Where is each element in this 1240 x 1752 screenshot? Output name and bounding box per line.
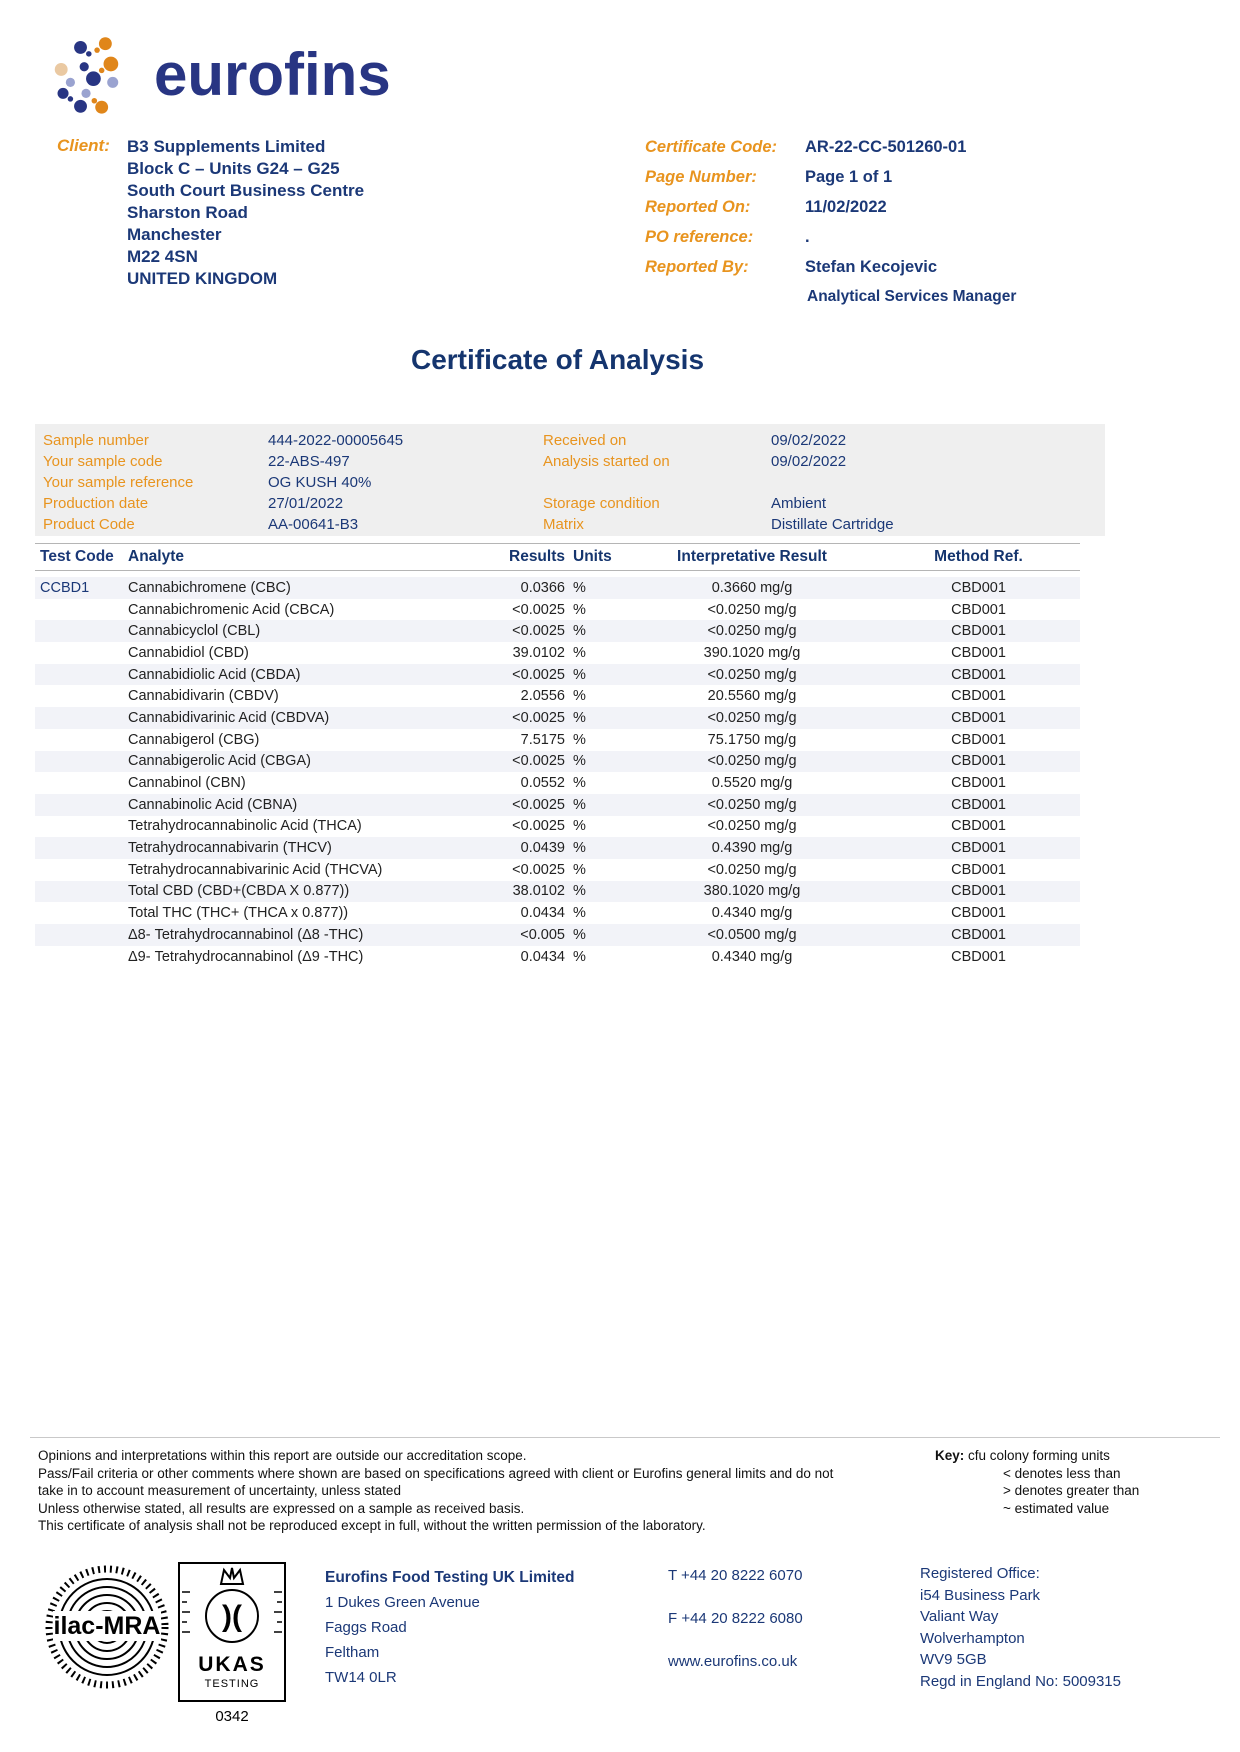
registered-office-line: Wolverhampton bbox=[920, 1629, 1025, 1647]
cell-result: 39.0102 bbox=[512, 644, 565, 661]
company-address-line: Feltham bbox=[325, 1644, 380, 1661]
cell-unit: % bbox=[573, 731, 586, 748]
cell-analyte: Total THC (THC+ (THCA x 0.877)) bbox=[128, 905, 349, 922]
company-address-line: TW14 0LR bbox=[325, 1669, 397, 1686]
cell-unit: % bbox=[573, 948, 586, 965]
cell-unit: % bbox=[573, 601, 586, 618]
table-row bbox=[35, 772, 1080, 794]
cell-analyte: Cannabigerolic Acid (CBGA) bbox=[128, 753, 311, 770]
cell-method-ref: CBD001 bbox=[951, 731, 1006, 748]
cell-analyte: Δ8- Tetrahydrocannabinol (Δ8 -THC) bbox=[128, 926, 364, 943]
cell-result: 0.0439 bbox=[520, 840, 565, 857]
meta-row bbox=[645, 138, 1115, 157]
sample-field-label: Sample number bbox=[43, 432, 149, 449]
meta-value: . bbox=[805, 228, 810, 246]
cell-result: 7.5175 bbox=[520, 731, 565, 748]
meta-value: 11/02/2022 bbox=[805, 198, 887, 216]
meta-value: AR-22-CC-501260-01 bbox=[805, 138, 967, 156]
ukas-logo bbox=[178, 1562, 286, 1702]
certificate-meta bbox=[645, 138, 1115, 306]
cell-unit: % bbox=[573, 579, 586, 596]
cell-result: <0.0025 bbox=[512, 753, 565, 770]
client-address-line: UNITED KINGDOM bbox=[127, 269, 278, 288]
key-intro-text: cfu colony forming units bbox=[968, 1448, 1110, 1463]
cell-interpretative-result: 380.1020 mg/g bbox=[703, 883, 801, 900]
contact-line: T +44 20 8222 6070 bbox=[668, 1567, 803, 1584]
company-address-line: Faggs Road bbox=[325, 1619, 407, 1636]
table-row bbox=[35, 599, 1080, 621]
contact-line: www.eurofins.co.uk bbox=[668, 1653, 798, 1670]
sample-field-value: 09/02/2022 bbox=[771, 432, 847, 449]
cell-method-ref: CBD001 bbox=[951, 818, 1006, 835]
registered-office-line: Registered Office: bbox=[920, 1565, 1040, 1582]
cell-method-ref: CBD001 bbox=[951, 709, 1006, 726]
sample-field-value: 09/02/2022 bbox=[771, 453, 847, 470]
meta-label: Page Number: bbox=[645, 168, 757, 186]
cell-analyte: Cannabidivarin (CBDV) bbox=[128, 688, 279, 705]
cell-analyte: Tetrahydrocannabinolic Acid (THCA) bbox=[128, 818, 362, 835]
cell-interpretative-result: 0.4390 mg/g bbox=[711, 840, 793, 857]
meta-label: Reported By: bbox=[645, 258, 749, 276]
meta-label: PO reference: bbox=[645, 228, 754, 246]
cell-interpretative-result: 75.1750 mg/g bbox=[707, 731, 797, 748]
ukas-crown-circle-icon bbox=[180, 1564, 284, 1652]
cell-result: 0.0434 bbox=[520, 905, 565, 922]
header-method-ref: Method Ref. bbox=[934, 548, 1023, 565]
sample-field-value: 444-2022-00005645 bbox=[268, 432, 404, 449]
table-row bbox=[35, 751, 1080, 773]
sample-field-label: Your sample reference bbox=[43, 474, 194, 491]
cell-interpretative-result: <0.0250 mg/g bbox=[707, 709, 797, 726]
registered-office-line: WV9 5GB bbox=[920, 1651, 987, 1668]
cell-result: <0.005 bbox=[520, 926, 565, 943]
ukas-testing-label: TESTING bbox=[204, 1678, 260, 1690]
cell-method-ref: CBD001 bbox=[951, 666, 1006, 683]
table-row bbox=[35, 946, 1080, 968]
cell-method-ref: CBD001 bbox=[951, 905, 1006, 922]
table-row bbox=[35, 881, 1080, 903]
svg-text:ilac-MRA: ilac-MRA bbox=[53, 1612, 161, 1640]
cell-result: 0.0552 bbox=[520, 775, 565, 792]
cell-result: 2.0556 bbox=[520, 688, 565, 705]
sample-field-label: Matrix bbox=[543, 516, 584, 533]
table-row bbox=[35, 859, 1080, 881]
sample-field-value: 22-ABS-497 bbox=[268, 453, 350, 470]
meta-label: Reported On: bbox=[645, 198, 751, 216]
cell-analyte: Tetrahydrocannabivarinic Acid (THCVA) bbox=[128, 861, 383, 878]
cell-method-ref: CBD001 bbox=[951, 623, 1006, 640]
cell-method-ref: CBD001 bbox=[951, 579, 1006, 596]
cell-analyte: Cannabichromene (CBC) bbox=[128, 579, 291, 596]
header-interpretative-result: Interpretative Result bbox=[677, 548, 827, 565]
cell-analyte: Δ9- Tetrahydrocannabinol (Δ9 -THC) bbox=[128, 948, 364, 965]
sample-field-label: Product Code bbox=[43, 516, 135, 533]
cell-result: <0.0025 bbox=[512, 818, 565, 835]
cell-method-ref: CBD001 bbox=[951, 861, 1006, 878]
cell-test-code: CCBD1 bbox=[40, 579, 90, 596]
footer-company-name: Eurofins Food Testing UK Limited bbox=[325, 1569, 575, 1586]
header-units: Units bbox=[573, 548, 612, 565]
cell-unit: % bbox=[573, 861, 586, 878]
sample-info-row bbox=[35, 451, 1105, 472]
svg-text:)(: )( bbox=[222, 1600, 242, 1633]
cell-interpretative-result: 0.4340 mg/g bbox=[711, 905, 793, 922]
footer-registered-office bbox=[920, 1563, 1121, 1692]
client-address bbox=[127, 136, 364, 290]
client-label: Client: bbox=[57, 136, 110, 155]
cell-unit: % bbox=[573, 926, 586, 943]
table-row bbox=[35, 837, 1080, 859]
cell-interpretative-result: 0.5520 mg/g bbox=[711, 775, 793, 792]
key-item: > denotes greater than bbox=[1003, 1483, 1140, 1498]
cell-unit: % bbox=[573, 840, 586, 857]
cell-result: 0.0366 bbox=[520, 579, 565, 596]
cell-interpretative-result: <0.0250 mg/g bbox=[707, 818, 797, 835]
cell-unit: % bbox=[573, 644, 586, 661]
eurofins-logo bbox=[52, 34, 391, 116]
cell-unit: % bbox=[573, 688, 586, 705]
meta-row bbox=[645, 228, 1115, 247]
cell-method-ref: CBD001 bbox=[951, 948, 1006, 965]
key-item: ~ estimated value bbox=[1003, 1500, 1110, 1516]
sample-field-value: Distillate Cartridge bbox=[771, 516, 894, 533]
cell-analyte: Total CBD (CBD+(CBDA X 0.877)) bbox=[128, 883, 350, 900]
results-table-body bbox=[35, 577, 1080, 967]
cell-interpretative-result: <0.0250 mg/g bbox=[707, 601, 797, 618]
key-items bbox=[935, 1465, 1139, 1518]
cell-analyte: Cannabichromenic Acid (CBCA) bbox=[128, 601, 335, 618]
meta-row bbox=[645, 198, 1115, 217]
disclaimer-line: take in to account measurement of uncertainty, unless stated bbox=[38, 1483, 401, 1498]
table-row bbox=[35, 816, 1080, 838]
disclaimer-line: Opinions and interpretations within this report are outside our accreditation scope. bbox=[38, 1448, 527, 1463]
contact-line: F +44 20 8222 6080 bbox=[668, 1610, 803, 1627]
key-item: < denotes less than bbox=[1003, 1465, 1121, 1481]
cell-analyte: Cannabidiolic Acid (CBDA) bbox=[128, 666, 301, 683]
cell-interpretative-result: <0.0500 mg/g bbox=[707, 926, 797, 943]
client-address-line: M22 4SN bbox=[127, 247, 198, 266]
sample-info-row bbox=[35, 472, 1105, 493]
table-row bbox=[35, 924, 1080, 946]
cell-result: <0.0025 bbox=[512, 796, 565, 813]
cell-result: <0.0025 bbox=[512, 709, 565, 726]
cell-result: <0.0025 bbox=[512, 861, 565, 878]
disclaimer-line: Unless otherwise stated, all results are expressed on a sample as received basis. bbox=[38, 1500, 525, 1516]
client-block bbox=[57, 136, 364, 290]
table-row bbox=[35, 642, 1080, 664]
sample-field-value: 27/01/2022 bbox=[268, 495, 344, 512]
eurofins-wordmark: eurofins bbox=[154, 41, 391, 108]
table-row bbox=[35, 794, 1080, 816]
disclaimer-text bbox=[38, 1447, 848, 1535]
cell-interpretative-result: <0.0250 mg/g bbox=[707, 623, 797, 640]
sample-info-row bbox=[35, 514, 1105, 535]
table-row bbox=[35, 664, 1080, 686]
cell-unit: % bbox=[573, 753, 586, 770]
cell-unit: % bbox=[573, 905, 586, 922]
footer-contact bbox=[668, 1567, 803, 1696]
cell-interpretative-result: <0.0250 mg/g bbox=[707, 861, 797, 878]
meta-label: Certificate Code: bbox=[645, 138, 778, 156]
cell-result: 38.0102 bbox=[512, 883, 565, 900]
header-analyte: Analyte bbox=[128, 548, 184, 565]
cell-analyte: Cannabinolic Acid (CBNA) bbox=[128, 796, 298, 813]
registered-office-line: Regd in England No: 5009315 bbox=[920, 1672, 1121, 1690]
sample-field-label: Your sample code bbox=[43, 453, 163, 470]
client-address-line: South Court Business Centre bbox=[127, 181, 365, 200]
header-results: Results bbox=[509, 548, 565, 565]
sample-field-value: Ambient bbox=[771, 495, 827, 512]
results-table-header bbox=[35, 543, 1080, 571]
cell-unit: % bbox=[573, 883, 586, 900]
cell-analyte: Tetrahydrocannabivarin (THCV) bbox=[128, 840, 332, 857]
cell-result: <0.0025 bbox=[512, 666, 565, 683]
sample-field-label: Received on bbox=[543, 432, 627, 449]
page-title: Certificate of Analysis bbox=[410, 344, 705, 375]
registered-office-line: i54 Business Park bbox=[920, 1586, 1041, 1604]
client-address-line: B3 Supplements Limited bbox=[127, 137, 326, 156]
ilac-mra-logo bbox=[45, 1565, 169, 1689]
cell-unit: % bbox=[573, 775, 586, 792]
cell-method-ref: CBD001 bbox=[951, 601, 1006, 618]
sample-field-value: AA-00641-B3 bbox=[268, 516, 359, 533]
client-address-line: Sharston Road bbox=[127, 203, 248, 222]
cell-interpretative-result: <0.0250 mg/g bbox=[707, 753, 797, 770]
cell-result: <0.0025 bbox=[512, 623, 565, 640]
key-label: Key: bbox=[935, 1448, 965, 1463]
sample-field-label: Production date bbox=[43, 495, 149, 512]
reported-by-title: Analytical Services Manager bbox=[807, 288, 1017, 305]
client-address-line: Manchester bbox=[127, 225, 222, 244]
meta-value: Page 1 of 1 bbox=[805, 168, 893, 186]
cell-analyte: Cannabidiol (CBD) bbox=[128, 644, 249, 661]
cell-interpretative-result: 0.4340 mg/g bbox=[711, 948, 793, 965]
client-address-line: Block C – Units G24 – G25 bbox=[127, 159, 340, 178]
sample-info-row bbox=[35, 493, 1105, 514]
sample-field-label: Analysis started on bbox=[543, 453, 670, 470]
sample-info-panel bbox=[35, 424, 1105, 536]
cell-result: 0.0434 bbox=[520, 948, 565, 965]
cell-method-ref: CBD001 bbox=[951, 775, 1006, 792]
cell-result: <0.0025 bbox=[512, 601, 565, 618]
cell-analyte: Cannabinol (CBN) bbox=[128, 775, 246, 792]
results-table bbox=[35, 543, 1080, 967]
table-row bbox=[35, 902, 1080, 924]
cell-analyte: Cannabicyclol (CBL) bbox=[128, 623, 261, 640]
header-test-code: Test Code bbox=[40, 548, 114, 565]
cell-interpretative-result: <0.0250 mg/g bbox=[707, 666, 797, 683]
cell-method-ref: CBD001 bbox=[951, 644, 1006, 661]
cell-unit: % bbox=[573, 709, 586, 726]
table-row bbox=[35, 620, 1080, 642]
cell-unit: % bbox=[573, 666, 586, 683]
sample-field-label: Storage condition bbox=[543, 495, 660, 512]
cell-method-ref: CBD001 bbox=[951, 796, 1006, 813]
cell-interpretative-result: 20.5560 mg/g bbox=[707, 688, 797, 705]
disclaimer-line: This certificate of analysis shall not be reproduced except in full, without the written permission of the laboratory. bbox=[38, 1518, 706, 1533]
sample-field-value: OG KUSH 40% bbox=[268, 474, 372, 491]
ukas-accreditation-number: 0342 bbox=[215, 1708, 249, 1725]
company-address-line: 1 Dukes Green Avenue bbox=[325, 1594, 480, 1611]
sample-info-row bbox=[35, 430, 1105, 451]
cell-interpretative-result: <0.0250 mg/g bbox=[707, 796, 797, 813]
footnote-section bbox=[30, 1437, 1220, 1533]
meta-row bbox=[645, 168, 1115, 187]
key-intro bbox=[935, 1447, 1139, 1465]
cell-analyte: Cannabidivarinic Acid (CBDVA) bbox=[128, 709, 330, 726]
cell-unit: % bbox=[573, 818, 586, 835]
cell-method-ref: CBD001 bbox=[951, 883, 1006, 900]
cell-interpretative-result: 0.3660 mg/g bbox=[711, 579, 793, 596]
meta-row bbox=[645, 258, 1115, 277]
key-block bbox=[935, 1447, 1139, 1517]
cell-unit: % bbox=[573, 623, 586, 640]
cell-analyte: Cannabigerol (CBG) bbox=[128, 731, 260, 748]
table-row bbox=[35, 577, 1080, 599]
cell-method-ref: CBD001 bbox=[951, 840, 1006, 857]
cell-interpretative-result: 390.1020 mg/g bbox=[703, 644, 801, 661]
ukas-wordmark: UKAS bbox=[198, 1653, 266, 1676]
table-row bbox=[35, 685, 1080, 707]
registered-office-line: Valiant Way bbox=[920, 1608, 999, 1625]
cell-unit: % bbox=[573, 796, 586, 813]
eurofins-molecule-icon bbox=[52, 34, 144, 116]
table-row bbox=[35, 707, 1080, 729]
table-row bbox=[35, 729, 1080, 751]
footer-company-address bbox=[325, 1565, 574, 1690]
cell-method-ref: CBD001 bbox=[951, 753, 1006, 770]
cell-method-ref: CBD001 bbox=[951, 688, 1006, 705]
disclaimer-line: Pass/Fail criteria or other comments where shown are based on specifications agreed with client or Eurofins general limits and do not bbox=[38, 1465, 834, 1481]
meta-value: Stefan Kecojevic bbox=[805, 258, 938, 276]
cell-method-ref: CBD001 bbox=[951, 926, 1006, 943]
